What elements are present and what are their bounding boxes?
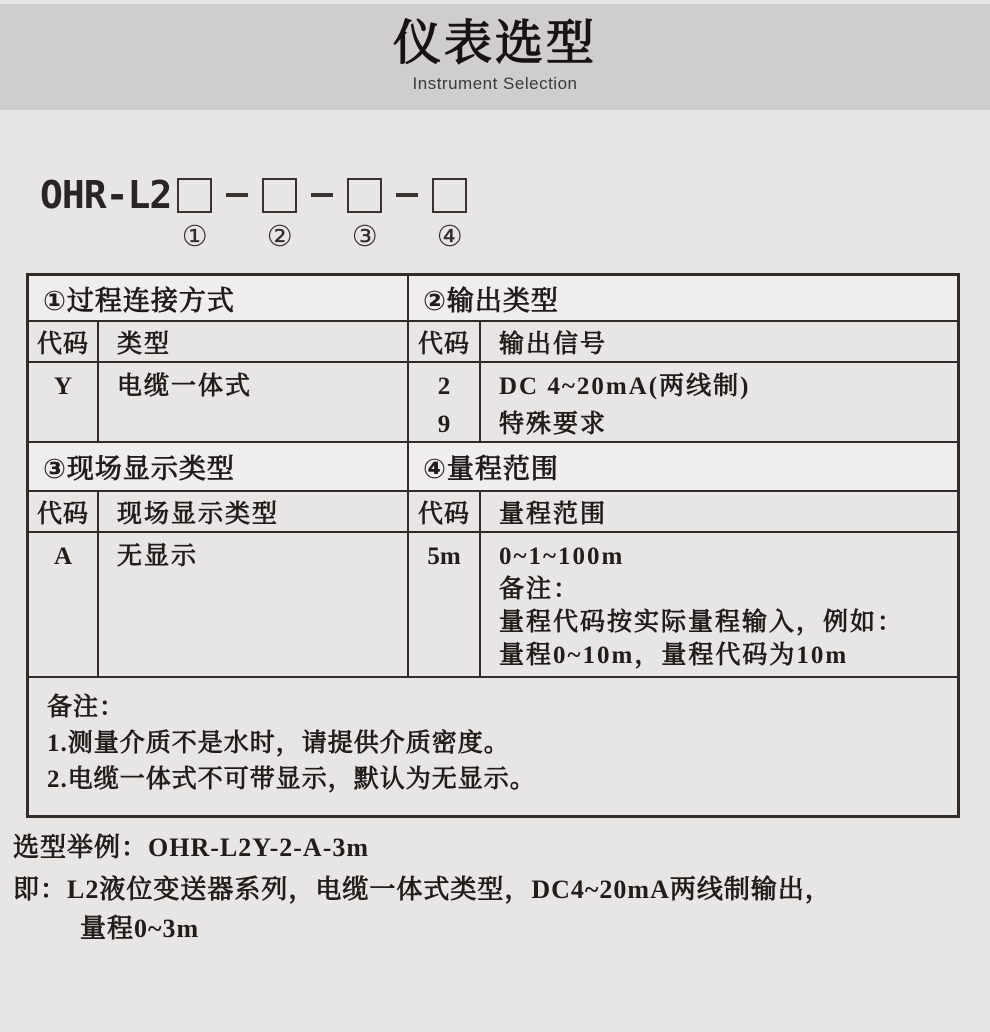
section4-range-header: 量程范围: [481, 492, 957, 533]
model-position-box-1: [177, 178, 212, 253]
section2-signal-header: 输出信号: [481, 322, 957, 363]
position-number-2: ②: [266, 218, 293, 253]
section2-row-descs: [481, 363, 957, 443]
position-number-1: ①: [181, 218, 208, 253]
model-code-line: [40, 173, 467, 253]
position-box-icon: [177, 178, 212, 213]
range-line-4: 量程0~10m，量程代码为10m: [499, 642, 849, 669]
section2-signal-9: 特殊要求: [499, 411, 608, 438]
table-note-box: [29, 678, 957, 815]
section3-code-header: 代码: [29, 492, 99, 533]
model-prefix: OHR-L2: [40, 173, 172, 217]
position-number-3: ③: [351, 218, 378, 253]
section3-row-desc: 无显示: [99, 533, 409, 678]
position-box-icon: [347, 178, 382, 213]
selection-table: [26, 273, 960, 818]
section1-row-desc: 电缆一体式: [99, 363, 409, 443]
dash-separator-icon: [311, 193, 333, 197]
range-line-2: 备注：: [499, 576, 581, 603]
section1-type-header: 类型: [99, 322, 409, 363]
section3-display-header: 现场显示类型: [99, 492, 409, 533]
section3-row-code: A: [29, 533, 99, 678]
section2-code-2: 2: [437, 373, 451, 400]
section4-row-desc: [481, 533, 957, 678]
model-position-box-4: [432, 178, 467, 253]
dash-separator-icon: [226, 193, 248, 197]
dash-separator-icon: [396, 193, 418, 197]
section4-row-code: 5m: [409, 533, 481, 678]
selection-example: [13, 828, 973, 948]
section2-code-9: 9: [437, 411, 451, 438]
position-number-4: ④: [436, 218, 463, 253]
note-title: 备注：: [47, 694, 126, 721]
page-subtitle: Instrument Selection: [412, 74, 578, 93]
section1-code-header: 代码: [29, 322, 99, 363]
note-line-1: 1.测量介质不是水时，请提供介质密度。: [47, 730, 510, 757]
page-header: [0, 4, 990, 110]
explanation-line-2: 量程0~3m: [80, 914, 200, 943]
range-line-1: 0~1~100m: [499, 543, 625, 570]
section4-code-header: 代码: [409, 492, 481, 533]
position-box-icon: [432, 178, 467, 213]
note-line-2: 2.电缆一体式不可带显示，默认为无显示。: [47, 766, 536, 793]
section2-row-codes: [409, 363, 481, 443]
section1-row-code: Y: [29, 363, 99, 443]
position-box-icon: [262, 178, 297, 213]
explanation-line-1: 即：L2液位变送器系列，电缆一体式类型，DC4~20mA两线制输出，: [13, 875, 832, 904]
model-position-box-3: [347, 178, 382, 253]
section4-title: ④量程范围: [409, 443, 957, 492]
range-line-3: 量程代码按实际量程输入，例如：: [499, 609, 905, 636]
page-title: 仪表选型: [392, 17, 597, 70]
example-line: 选型举例：OHR-L2Y-2-A-3m: [13, 833, 370, 862]
model-position-box-2: [262, 178, 297, 253]
section3-title: ③现场显示类型: [29, 443, 409, 492]
section2-title: ②输出类型: [409, 276, 957, 322]
section2-code-header: 代码: [409, 322, 481, 363]
section1-title: ①过程连接方式: [29, 276, 409, 322]
section2-signal-2: DC 4~20mA(两线制): [499, 373, 751, 400]
